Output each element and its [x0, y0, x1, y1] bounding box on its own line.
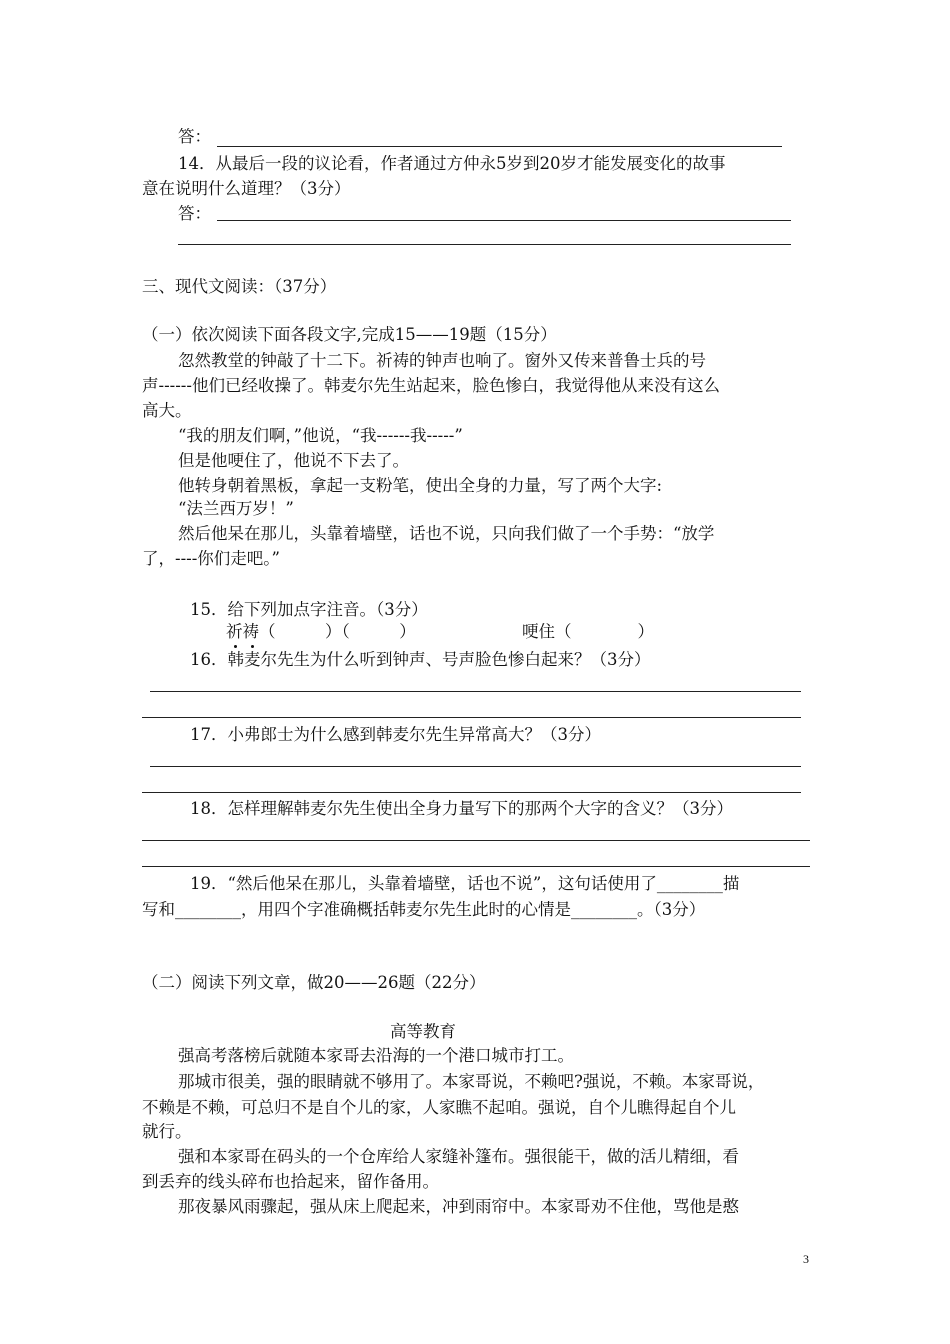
passage2-title: 高等教育 [390, 1022, 456, 1041]
emphasis-dot [251, 645, 254, 648]
passage2-p2-line2: 不赖是不赖，可总归不是自个儿的家，人家瞧不起咱。强说，自个儿瞧得起自个儿 [142, 1098, 736, 1117]
passage1-p3: 但是他哽住了，他说不下去了。 [178, 451, 409, 470]
q14-answer-line-1 [217, 220, 791, 221]
q14-answer-label: 答： [178, 204, 211, 223]
q17-text: 17．小弗郎士为什么感到韩麦尔先生异常高大？（3分） [190, 725, 601, 744]
part1-heading: （一）依次阅读下面各段文字,完成15——19题（15分） [142, 325, 557, 344]
q14-text-line1: 14．从最后一段的议论看，作者通过方仲永5岁到20岁才能发展变化的故事 [178, 154, 726, 173]
q15-item2: 哽住（ ） [522, 622, 654, 641]
passage1-p1-line1: 忽然教堂的钟敲了十二下。祈祷的钟声也响了。窗外又传来普鲁士兵的号 [178, 351, 706, 370]
q16-answer-line-2 [142, 717, 801, 718]
passage2-p2-line3: 就行。 [142, 1122, 192, 1141]
passage1-p1-line2: 声------他们已经收操了。韩麦尔先生站起来，脸色惨白，我觉得他从来没有这么 [142, 376, 720, 395]
passage1-p6-line1: 然后他呆在那儿，头靠着墙壁，话也不说，只向我们做了一个手势：“放学 [178, 524, 715, 543]
passage2-p3-line1: 强和本家哥在码头的一个仓库给人家缝补篷布。强很能干，做的活儿精细，看 [178, 1147, 739, 1166]
q13-answer-label: 答： [178, 127, 211, 146]
passage1-p6-line2: 了，----你们走吧。” [142, 549, 280, 568]
part2-heading: （二）阅读下列文章，做20——26题（22分） [142, 973, 486, 992]
section3-heading: 三、现代文阅读：（37分） [142, 277, 337, 296]
passage1-p4: 他转身朝着黑板，拿起一支粉笔，使出全身的力量，写了两个大字: [178, 476, 663, 495]
q16-text: 16．韩麦尔先生为什么听到钟声、号声脸色惨白起来？（3分） [190, 650, 651, 669]
page-number: 3 [803, 1252, 809, 1266]
q14-text-line2: 意在说明什么道理？（3分） [142, 179, 351, 198]
passage2-p3-line2: 到丢弃的线头碎布也拾起来，留作备用。 [142, 1172, 439, 1191]
passage1-p1-line3: 高大。 [142, 401, 192, 420]
q16-answer-line-1 [150, 691, 801, 692]
q17-answer-line-1 [150, 766, 801, 767]
q14-answer-line-2 [178, 244, 791, 245]
q19-text-line1: 19．“然后他呆在那儿，头靠着墙壁，话也不说”，这句话使用了________描 [190, 874, 740, 893]
passage2-p4-line1: 那夜暴风雨骤起，强从床上爬起来，冲到雨帘中。本家哥劝不住他，骂他是憨 [178, 1197, 739, 1216]
q18-text: 18．怎样理解韩麦尔先生使出全身力量写下的那两个大字的含义？（3分） [190, 799, 733, 818]
q19-text-line2: 写和________，用四个字准确概括韩麦尔先生此时的心情是________。（3分） [142, 900, 706, 919]
emphasis-dot [234, 645, 237, 648]
q15-item1: 祈祷（ ）（ ） [226, 622, 416, 641]
q18-answer-line-1 [142, 840, 810, 841]
passage2-p1: 强高考落榜后就随本家哥去沿海的一个港口城市打工。 [178, 1046, 574, 1065]
q15-text: 15．给下列加点字注音。（3分） [190, 600, 428, 619]
q13-answer-line [217, 146, 782, 147]
passage2-p2-line1: 那城市很美，强的眼睛就不够用了。本家哥说，不赖吧?强说，不赖。本家哥说， [178, 1072, 765, 1091]
passage1-p2: “我的朋友们啊，”他说，“我------我-----” [178, 426, 463, 445]
q18-answer-line-2 [142, 866, 810, 867]
passage1-p5: “法兰西万岁！” [178, 499, 294, 518]
q17-answer-line-2 [142, 792, 801, 793]
